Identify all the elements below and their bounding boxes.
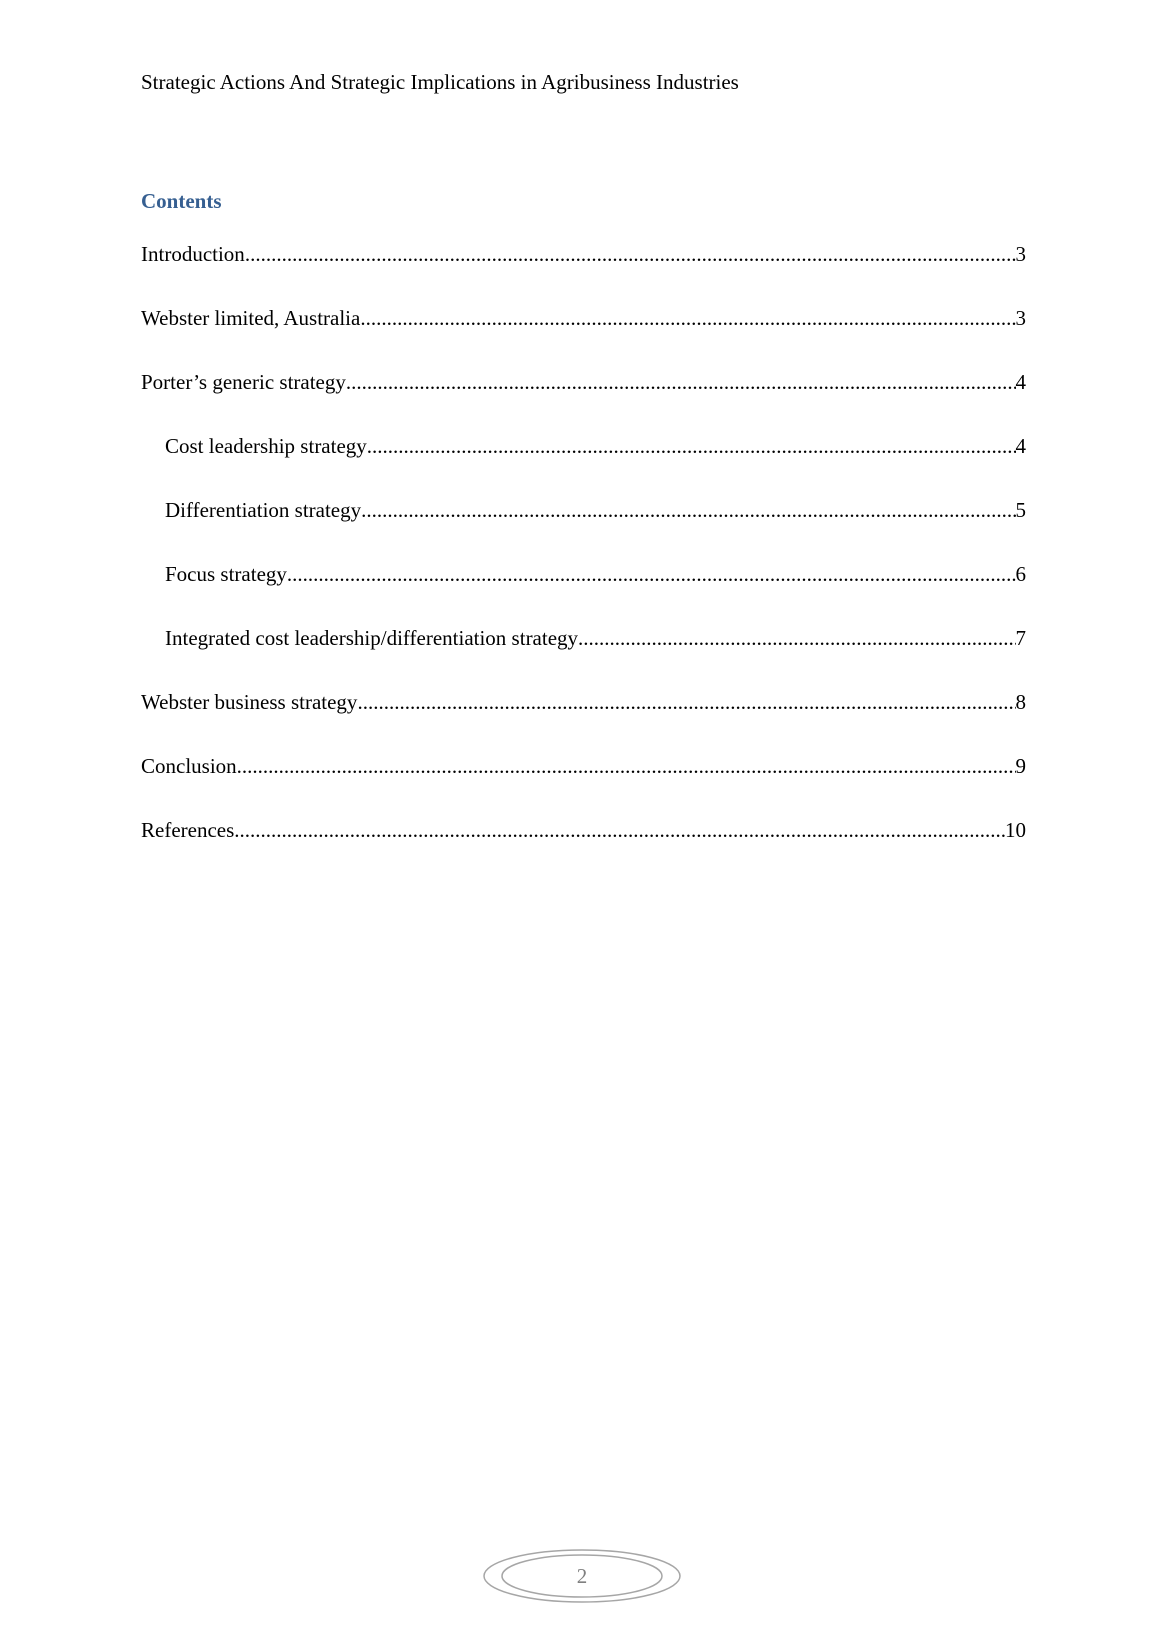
dot-leader xyxy=(237,752,1016,780)
page-number: 2 xyxy=(576,1564,588,1588)
toc-heading: Contents xyxy=(141,189,222,213)
dot-leader xyxy=(245,240,1016,268)
toc-entry-page: 4 xyxy=(1015,434,1026,458)
dot-leader xyxy=(234,816,1005,844)
toc-entry-title: Cost leadership strategy xyxy=(165,434,367,458)
toc-entry-title: Webster limited, Australia xyxy=(141,306,361,330)
toc-entry-page: 6 xyxy=(1015,562,1026,586)
toc-entry-title: References xyxy=(141,818,235,842)
toc-entry-introduction[interactable] xyxy=(141,240,1026,304)
toc-entry-page: 4 xyxy=(1015,370,1026,394)
table-of-contents xyxy=(141,240,1026,880)
toc-entry-page: 10 xyxy=(1005,818,1026,842)
dot-leader xyxy=(360,304,1015,332)
toc-entry-title: Differentiation strategy xyxy=(165,498,362,522)
toc-entry-title: Focus strategy xyxy=(165,562,287,586)
toc-entry-page: 9 xyxy=(1015,754,1026,778)
toc-entry-title: Webster business strategy xyxy=(141,690,358,714)
toc-entry-page: 8 xyxy=(1015,690,1026,714)
toc-entry-references[interactable] xyxy=(141,816,1026,880)
toc-entry-title: Introduction xyxy=(141,242,245,266)
toc-entry-title: Conclusion xyxy=(141,754,237,778)
toc-entry-title: Integrated cost leadership/differentiation strategy xyxy=(165,626,579,650)
toc-entry-porters-generic-strategy[interactable] xyxy=(141,368,1026,432)
dot-leader xyxy=(361,496,1015,524)
toc-entry-page: 3 xyxy=(1015,306,1026,330)
dot-leader xyxy=(346,368,1016,396)
toc-entry-differentiation[interactable] xyxy=(141,496,1026,560)
page-footer xyxy=(482,1547,682,1605)
toc-entry-page: 3 xyxy=(1015,242,1026,266)
dot-leader xyxy=(287,560,1016,588)
toc-entry-page: 7 xyxy=(1015,626,1026,650)
dot-leader xyxy=(367,432,1016,460)
toc-entry-webster-limited[interactable] xyxy=(141,304,1026,368)
toc-entry-title: Porter’s generic strategy xyxy=(141,370,346,394)
toc-entry-cost-leadership[interactable] xyxy=(141,432,1026,496)
toc-entry-integrated[interactable] xyxy=(141,624,1026,688)
running-header: Strategic Actions And Strategic Implications in Agribusiness Industries xyxy=(141,70,739,94)
toc-entry-webster-business-strategy[interactable] xyxy=(141,688,1026,752)
toc-entry-conclusion[interactable] xyxy=(141,752,1026,816)
dot-leader xyxy=(578,624,1015,652)
toc-entry-focus[interactable] xyxy=(141,560,1026,624)
toc-entry-page: 5 xyxy=(1015,498,1026,522)
dot-leader xyxy=(357,688,1015,716)
